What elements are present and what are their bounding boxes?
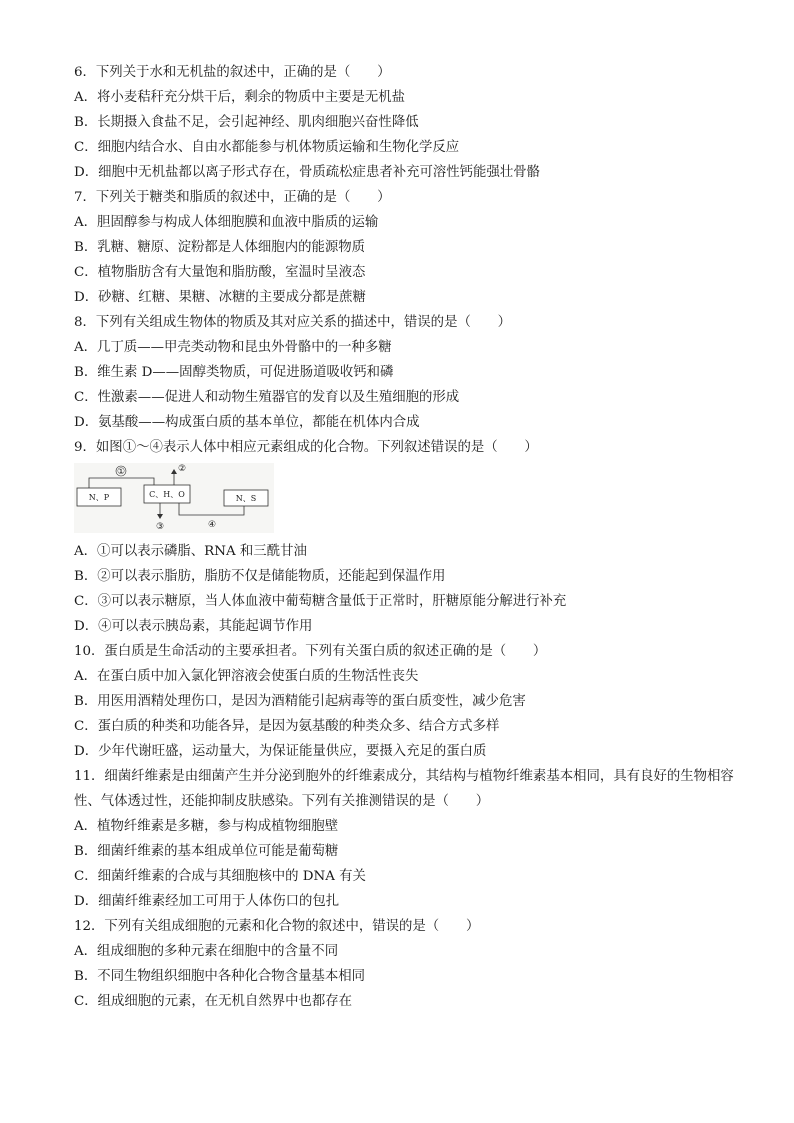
option-c: C．细菌纤维素的合成与其细胞核中的 DNA 有关: [74, 869, 366, 884]
option-c: C．植物脂肪含有大量饱和脂肪酸，室温时呈液态: [74, 265, 366, 280]
option-a: A．组成细胞的多种元素在细胞中的含量不同: [74, 944, 339, 959]
question-stem: 10．蛋白质是生命活动的主要承担者。下列有关蛋白质的叙述正确的是（ ）: [74, 644, 547, 659]
option-a: A．①可以表示磷脂、RNA 和三酰甘油: [74, 544, 307, 559]
option-c: C．蛋白质的种类和功能各异，是因为氨基酸的种类众多、结合方式多样: [74, 719, 500, 734]
option-a: A．几丁质——甲壳类动物和昆虫外骨骼中的一种多糖: [74, 340, 392, 355]
option-b: B．不同生物组织细胞中各种化合物含量基本相同: [74, 969, 366, 984]
option-b: B．细菌纤维素的基本组成单位可能是葡萄糖: [74, 844, 339, 859]
option-a: A．在蛋白质中加入氯化钾溶液会使蛋白质的生物活性丧失: [74, 669, 419, 684]
option-a: A．胆固醇参与构成人体细胞膜和血液中脂质的运输: [74, 215, 379, 230]
option-c: C．组成细胞的元素，在无机自然界中也都存在: [74, 994, 353, 1009]
question-stem: 8．下列有关组成生物体的物质及其对应关系的描述中，错误的是（ ）: [74, 315, 512, 330]
question-12: [74, 914, 734, 1014]
option-c: C．③可以表示糖原，当人体血液中葡萄糖含量低于正常时，肝糖原能分解进行补充: [74, 594, 567, 609]
option-c: C．性激素——促进人和动物生殖器官的发育以及生殖细胞的形成: [74, 390, 460, 405]
option-d: D．砂糖、红糖、果糖、冰糖的主要成分都是蔗糖: [74, 290, 366, 305]
marker-4: ④: [207, 520, 217, 530]
option-d: D．细菌纤维素经加工可用于人体伤口的包扎: [74, 894, 340, 909]
question-stem: 12．下列有关组成细胞的元素和化合物的叙述中，错误的是（ ）: [74, 919, 480, 934]
option-d: D．少年代谢旺盛，运动量大，为保证能量供应，要摄入充足的蛋白质: [74, 744, 487, 759]
option-b: B．维生素 D——固醇类物质，可促进肠道吸收钙和磷: [74, 365, 394, 380]
exam-page: [74, 60, 734, 1014]
question-stem: 6．下列关于水和无机盐的叙述中，正确的是（ ）: [74, 65, 391, 80]
option-d: D．氨基酸——构成蛋白质的基本单位，都能在机体内合成: [74, 415, 420, 430]
question-8: [74, 310, 734, 435]
option-d: D．④可以表示胰岛素，其能起调节作用: [74, 619, 313, 634]
marker-2: ②: [177, 464, 187, 474]
question-stem: 11．细菌纤维素是由细菌产生并分泌到胞外的纤维素成分，其结构与植物纤维素基本相同，具有良好的生物相容性、气体透过性，还能抑制皮肤感染。下列有关推测错误的是（ ）: [74, 769, 734, 809]
question-6: [74, 60, 734, 185]
marker-1: ①: [116, 467, 126, 477]
element-diagram: [74, 463, 274, 533]
option-b: B．乳糖、糖原、淀粉都是人体细胞内的能源物质: [74, 240, 366, 255]
box-c-h-o-label: C、H、O: [149, 490, 185, 499]
question-7: [74, 185, 734, 310]
question-stem: 7．下列关于糖类和脂质的叙述中，正确的是（ ）: [74, 190, 391, 205]
option-c: C．细胞内结合水、自由水都能参与机体物质运输和生物化学反应: [74, 140, 460, 155]
option-a: A．将小麦秸秆充分烘干后，剩余的物质中主要是无机盐: [74, 90, 406, 105]
option-d: D．细胞中无机盐都以离子形式存在，骨质疏松症患者补充可溶性钙能强壮骨骼: [74, 165, 541, 180]
box-n-p-label: N、P: [88, 493, 110, 502]
option-b: B．用医用酒精处理伤口，是因为酒精能引起病毒等的蛋白质变性，减少危害: [74, 694, 526, 709]
question-9: [74, 435, 734, 639]
option-b: B．长期摄入食盐不足，会引起神经、肌肉细胞兴奋性降低: [74, 115, 419, 130]
box-n-s-label: N、S: [235, 494, 257, 503]
option-b: B．②可以表示脂肪，脂肪不仅是储能物质，还能起到保温作用: [74, 569, 446, 584]
question-stem: 9．如图①～④表示人体中相应元素组成的化合物。下列叙述错误的是（ ）: [74, 440, 538, 455]
question-10: [74, 639, 734, 764]
question-11: [74, 764, 734, 914]
option-a: A．植物纤维素是多糖，参与构成植物细胞壁: [74, 819, 339, 834]
marker-3: ③: [155, 522, 165, 532]
